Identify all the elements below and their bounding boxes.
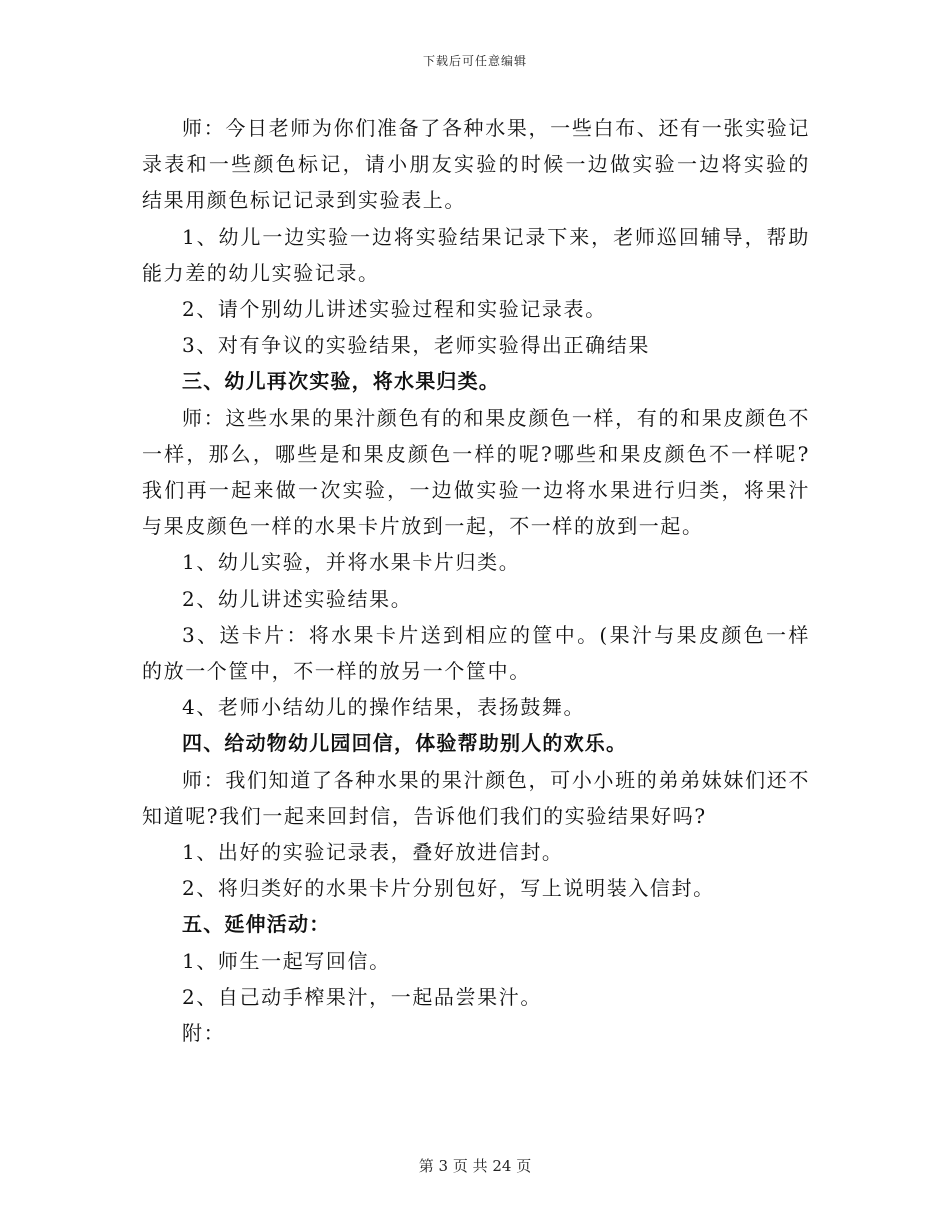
paragraph: 1、幼儿实验，并将水果卡片归类。 [182,550,521,575]
page-number-footer: 第 3 页 共 24 页 [418,1157,532,1175]
paragraph: 师：今日老师为你们准备了各种水果，一些白布、还有一张实验记录表和一些颜色标记，请小朋友实验的时候一边做实验一边将实验的结果用颜色标记记录到实验表上。 [142,116,810,213]
document-body [142,110,810,1051]
paragraph: 1、幼儿一边实验一边将实验结果记录下来，老师巡回辅导，帮助能力差的幼儿实验记录。 [142,224,810,285]
paragraph: 3、送卡片：将水果卡片送到相应的筐中。(果汁与果皮颜色一样的放一个筐中，不一样的放另一个筐中。 [142,622,810,684]
paragraph: 师：这些水果的果汁颜色有的和果皮颜色一样，有的和果皮颜色不一样，那么，哪些是和果皮颜色一样的呢?哪些和果皮颜色不一样呢?我们再一起来做一次实验，一边做实验一边将水果进行归类，将果汁与果皮颜色一样的水果卡片放到一起，不一样的放到一起。 [142,405,810,539]
paragraph: 3、对有争议的实验结果，老师实验得出正确结果 [182,333,650,358]
paragraph: 2、幼儿讲述实验结果。 [182,586,413,611]
page-header: 下载后可任意编辑 [422,54,527,68]
section-heading: 五、延伸活动： [182,912,331,937]
paragraph: 1、师生一起写回信。 [182,948,391,973]
paragraph: 附： [182,1021,226,1046]
paragraph: 师：我们知道了各种水果的果汁颜色，可小小班的弟弟妹妹们还不知道呢?我们一起来回封信，告诉他们我们的实验结果好吗? [142,767,810,828]
paragraph: 2、请个别幼儿讲述实验过程和实验记录表。 [182,297,607,322]
paragraph: 2、自己动手榨果汁，一起品尝果汁。 [182,984,542,1009]
paragraph: 4、老师小结幼儿的操作结果，表扬鼓舞。 [182,695,586,720]
paragraph: 1、出好的实验记录表，叠好放进信封。 [182,840,564,865]
section-heading: 四、给动物幼儿园回信，体验帮助别人的欢乐。 [182,731,628,756]
paragraph: 2、将归类好的水果卡片分别包好，写上说明装入信封。 [182,876,715,901]
section-heading: 三、幼儿再次实验，将水果归类。 [182,369,500,394]
